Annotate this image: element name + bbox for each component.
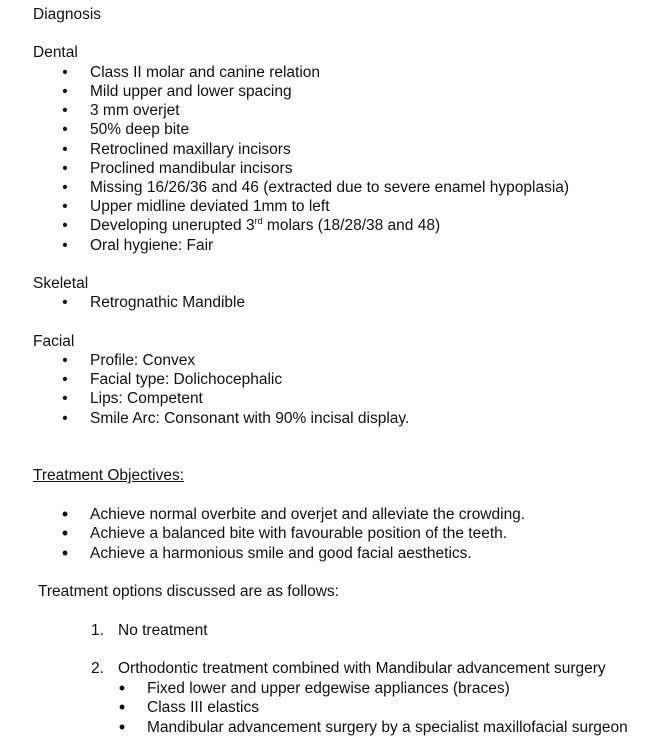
dental-item-hygiene: Oral hygiene: Fair — [90, 237, 214, 254]
dental-item: Retroclined maxillary incisors — [90, 141, 291, 158]
skeletal-item: Retrognathic Mandible — [90, 294, 246, 311]
bullet-icon: • — [118, 697, 126, 717]
dental-item: 3 mm overjet — [90, 102, 180, 119]
bullet-icon: • — [61, 543, 69, 563]
bullet-icon: • — [61, 504, 69, 524]
bullet-icon: • — [118, 678, 126, 698]
bullet-icon: • — [62, 217, 68, 234]
bullet-icon: • — [118, 717, 126, 737]
facial-item: Smile Arc: Consonant with 90% incisal display. — [90, 410, 410, 427]
bullet-icon: • — [62, 390, 68, 407]
dental-item: Missing 16/26/36 and 46 (extracted due to severe enamel hypoplasia) — [90, 179, 570, 196]
bullet-icon: • — [62, 121, 68, 138]
bullet-icon: • — [62, 160, 68, 177]
dental-item: Upper midline deviated 1mm to left — [90, 198, 330, 215]
facial-item: Lips: Competent — [90, 390, 203, 407]
bullet-icon: • — [61, 523, 69, 543]
page-title: Diagnosis — [33, 6, 102, 23]
dental-item: Mild upper and lower spacing — [90, 83, 292, 100]
dental-heading: Dental — [33, 44, 78, 61]
objectives-heading: Treatment Objectives: — [33, 467, 185, 484]
facial-heading: Facial — [33, 333, 75, 350]
bullet-icon: • — [62, 371, 68, 388]
option-text: Orthodontic treatment combined with Mandibular advancement surgery — [118, 660, 606, 677]
bullet-icon: • — [62, 237, 68, 254]
bullet-icon: • — [62, 83, 68, 100]
bullet-icon: • — [62, 352, 68, 369]
bullet-icon: • — [62, 410, 68, 427]
bullet-icon: • — [62, 198, 68, 215]
option-number: 1. — [91, 622, 104, 639]
options-heading: Treatment options discussed are as follows: — [38, 583, 339, 600]
bullet-icon: • — [62, 141, 68, 158]
dental-item: Proclined mandibular incisors — [90, 160, 293, 177]
dental-item-developing-molars — [90, 216, 440, 235]
option-sub-item: Fixed lower and upper edgewise appliances (braces) — [147, 680, 510, 697]
developing-prefix: Developing unerupted 3 — [90, 217, 255, 234]
dental-item: Class II molar and canine relation — [90, 64, 321, 81]
option-sub-item: Class III elastics — [147, 699, 259, 716]
objective-item: Achieve a harmonious smile and good facial aesthetics. — [90, 545, 472, 562]
bullet-icon: • — [62, 64, 68, 81]
option-number: 2. — [91, 660, 104, 677]
bullet-icon: • — [62, 294, 68, 311]
developing-suffix: molars (18/28/38 and 48) — [262, 217, 441, 234]
option-sub-item: Mandibular advancement surgery by a specialist maxillofacial surgeon — [147, 719, 628, 736]
ordinal-superscript: rd — [254, 216, 263, 226]
objective-item: Achieve a balanced bite with favourable position of the teeth. — [90, 525, 508, 542]
skeletal-heading: Skeletal — [33, 275, 89, 292]
facial-item: Profile: Convex — [90, 352, 196, 369]
option-text: No treatment — [118, 622, 208, 639]
bullet-icon: • — [62, 102, 68, 119]
dental-item: 50% deep bite — [90, 121, 190, 138]
objective-item: Achieve normal overbite and overjet and alleviate the crowding. — [90, 506, 526, 523]
facial-item: Facial type: Dolichocephalic — [90, 371, 283, 388]
bullet-icon: • — [62, 179, 68, 196]
